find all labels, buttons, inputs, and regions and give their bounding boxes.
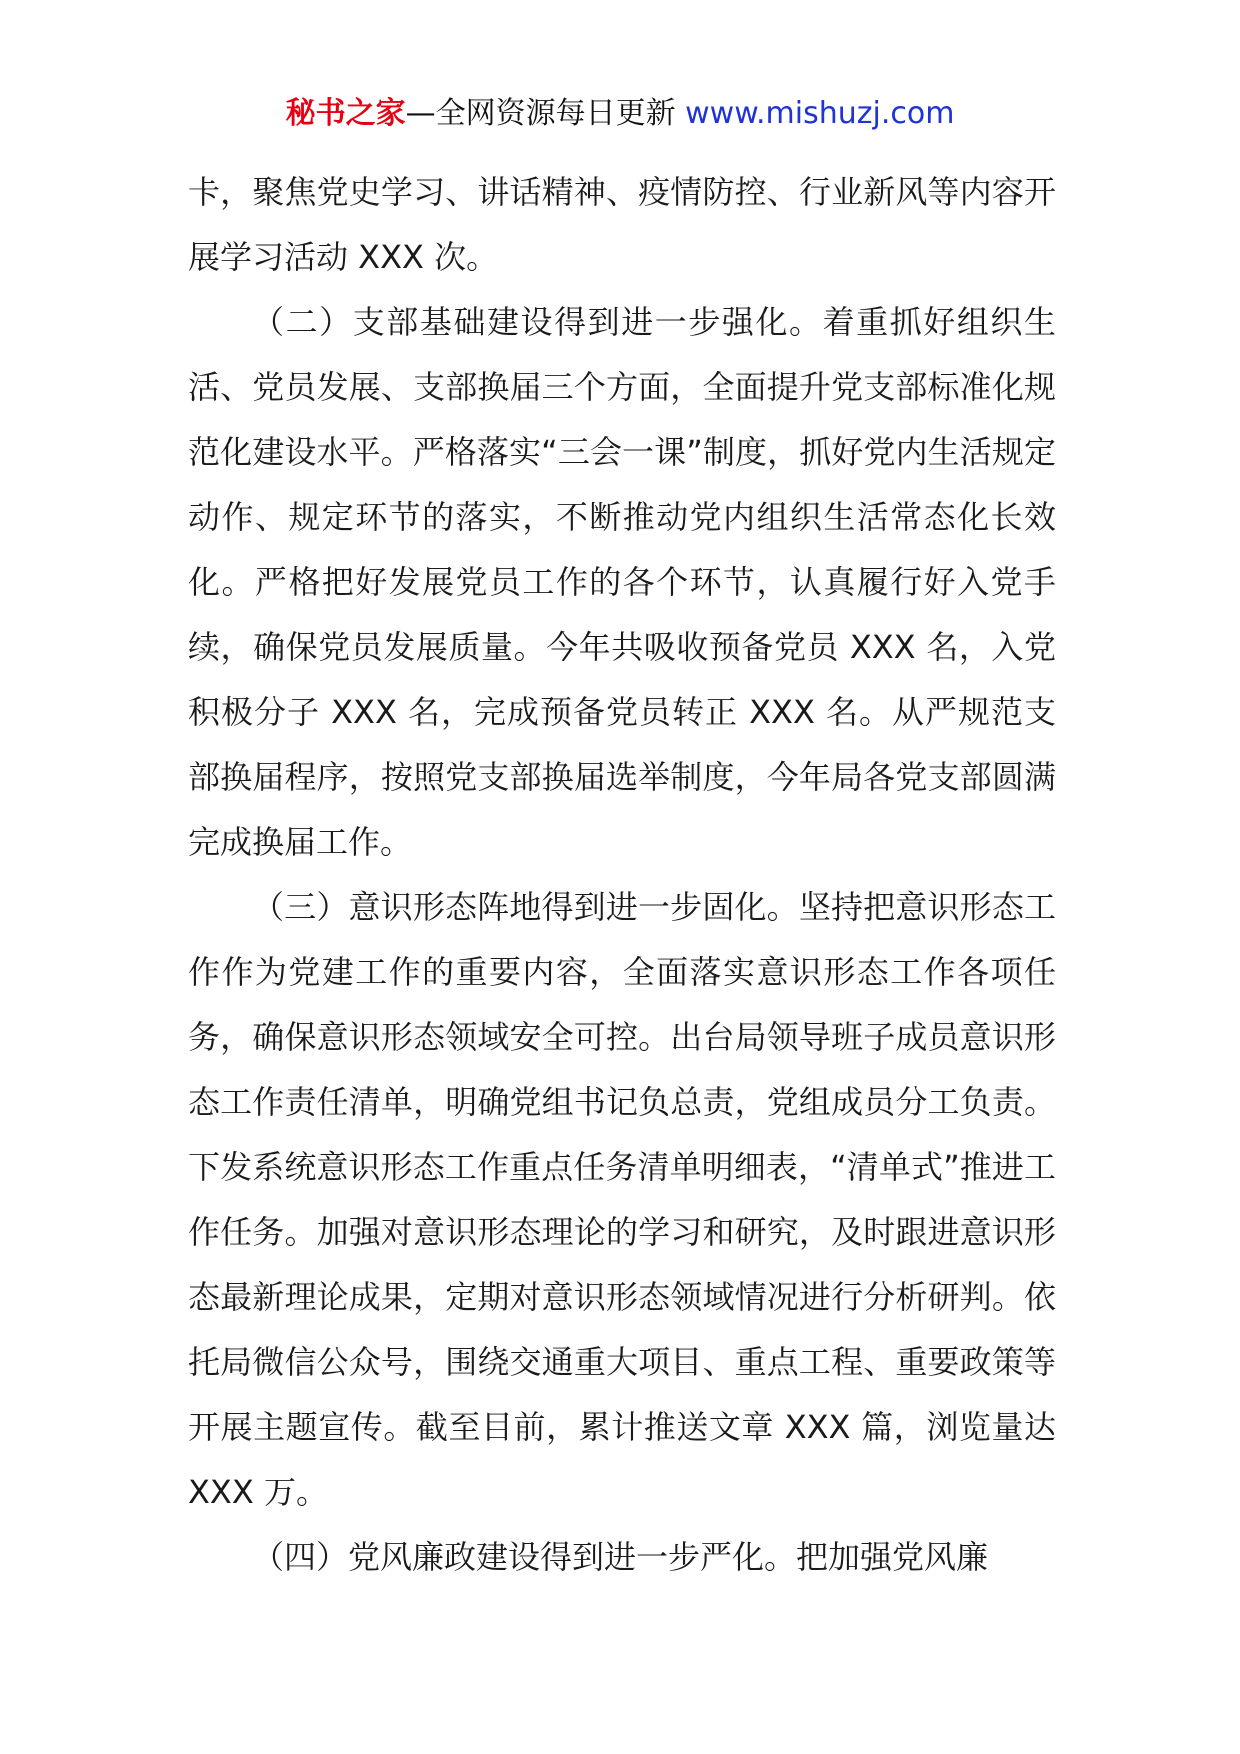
- paragraph-continuation: 卡，聚焦党史学习、讲话精神、疫情防控、行业新风等内容开展学习活动 XXX 次。: [188, 173, 1056, 276]
- site-tagline: —全网资源每日更新: [405, 96, 676, 131]
- site-url[interactable]: www.mishuzj.com: [685, 96, 955, 131]
- paragraph-branch-building: （二）支部基础建设得到进一步强化。着重抓好组织生活、党员发展、支部换届三个方面，全面提升党支部标准化规范化建设水平。严格落实“三会一课”制度，抓好党内生活规定动作、规定环节的落实，不断推动党内组织生活常态化长效化。严格把好发展党员工作的各个环节，认真履行好入党手续，确保党员发展质量。今年共吸收预备党员 XXX 名，入党积极分子 XXX 名，完成预备党员转正 XXX 名。从严规范支部换届程序，按照党支部换届选举制度，今年局各党支部圆满完成换届工作。: [188, 303, 1056, 861]
- site-header: [0, 94, 1240, 134]
- document-body: [188, 160, 1056, 1590]
- site-brand: 秘书之家: [285, 96, 406, 131]
- paragraph-integrity: （四）党风廉政建设得到进一步严化。把加强党风廉: [252, 1538, 989, 1576]
- paragraph-ideology: （三）意识形态阵地得到进一步固化。坚持把意识形态工作作为党建工作的重要内容，全面落实意识形态工作各项任务，确保意识形态领域安全可控。出台局领导班子成员意识形态工作责任清单，明确党组书记负总责，党组成员分工负责。下发系统意识形态工作重点任务清单明细表，“清单式”推进工作任务。加强对意识形态理论的学习和研究，及时跟进意识形态最新理论成果，定期对意识形态领域情况进行分析研判。依托局微信公众号，围绕交通重大项目、重点工程、重要政策等开展主题宣传。截至目前，累计推送文章 XXX 篇，浏览量达 XXX 万。: [188, 888, 1056, 1511]
